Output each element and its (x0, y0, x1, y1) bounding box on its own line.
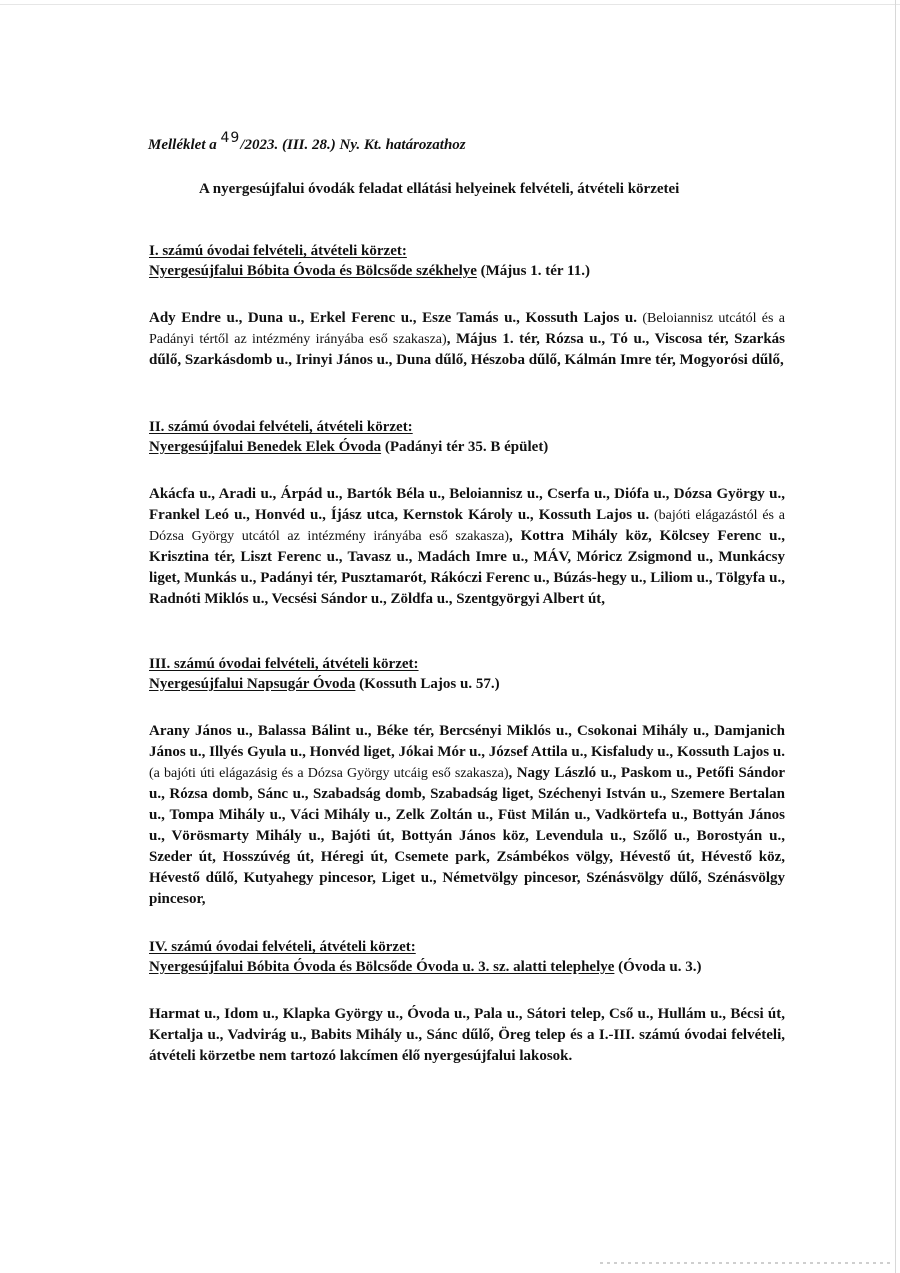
street-list (149, 1004, 785, 1067)
annex-prefix: Melléklet a (148, 137, 221, 153)
handwritten-resolution-number: 49 (220, 130, 241, 146)
institution-name: Nyergesújfalui Benedek Elek Óvoda (149, 439, 382, 455)
street-list (149, 308, 785, 371)
document-title: A nyergesújfalui óvodák feladat ellátási helyeinek felvételi, átvételi körzetei (199, 181, 680, 197)
section-heading-block (149, 417, 785, 457)
section-heading-block (149, 937, 785, 977)
street-list-part-b: , Kottra Mihály köz, Kölcsey Ferenc u., Krisztina tér, Liszt Ferenc u., Tavasz u., Madách Imre u., MÁV, Móricz Zsigmond u., Munkácsy liget, Munkás u., Padányi tér, Pusztamarót, Rákóczi Ferenc u., Búzás-hegy u., Liliom u., Tölgyfa u., Radnóti Miklós u., Vecsési Sándor u., Zöldfa u., Szentgyörgyi Albert út, (149, 528, 785, 607)
section-heading: II. számú óvodai felvételi, átvételi körzet: (149, 419, 413, 435)
scan-noise (600, 1262, 890, 1264)
section-heading: III. számú óvodai felvételi, átvételi körzet: (149, 656, 419, 672)
street-list-part-b: , Nagy László u., Paskom u., Petőfi Sándor u., Rózsa domb, Sánc u., Szabadság domb, Szabadság liget, Széchenyi István u., Szemere Bertalan u., Tompa Mihály u., Váci Mihály u., Zelk Zoltán u., Füst Milán u., Vadkörtefa u., Bottyán János u., Vörösmarty Mihály u., Bajóti út, Bottyán János köz, Levendula u., Szőlő u., Borostyán u., Szeder út, Hosszúvég út, Héregi út, Csemete park, Zsámbékos völgy, Hévestő út, Hévestő köz, Hévestő dűlő, Kutyahegy pincesor, Liget u., Németvölgy pincesor, Szénásvölgy dűlő, Szénásvölgy pincesor, (149, 765, 786, 907)
street-list-note: (a bajóti úti elágazásig és a Dózsa György utcáig eső szakasza) (149, 766, 509, 781)
institution-address: (Padányi tér 35. B épület) (381, 439, 549, 455)
street-list-part-b: , Május 1. tér, Rózsa u., Tó u., Viscosa tér, Szarkás dűlő, Szarkásdomb u., Irinyi János u., Duna dűlő, Hészoba dűlő, Kálmán Imre tér, Mogyorósi dűlő, (149, 331, 785, 368)
street-list-part-a: Ady Endre u., Duna u., Erkel Ferenc u., Esze Tamás u., Kossuth Lajos u. (149, 310, 638, 326)
annex-reference (148, 130, 466, 154)
street-list-part-a: Arany János u., Balassa Bálint u., Béke tér, Bercsényi Miklós u., Csokonai Mihály u., Damjanich János u., Illyés Gyula u., Honvéd liget, Jókai Mór u., József Attila u., Kisfaludy u., Kossuth Lajos u. (149, 723, 785, 760)
scan-edge-top (0, 4, 900, 5)
street-list (149, 484, 785, 610)
institution-name: Nyergesújfalui Napsugár Óvoda (149, 676, 356, 692)
institution-name: Nyergesújfalui Bóbita Óvoda és Bölcsőde székhelye (149, 263, 477, 279)
street-list-note: (bajóti elágazástól és a Dózsa György utcától az intézmény irányába eső szakasza) (149, 508, 785, 544)
district-section-3 (149, 654, 785, 910)
district-section-2 (149, 417, 785, 610)
section-heading: I. számú óvodai felvételi, átvételi körzet: (149, 243, 407, 259)
institution-name: Nyergesújfalui Bóbita Óvoda és Bölcsőde Óvoda u. 3. sz. alatti telephelye (149, 959, 615, 975)
street-list-part-a: Harmat u., Idom u., Klapka György u., Óvoda u., Pala u., Sátori telep, Cső u., Hullám u., Bécsi út, Kertalja u., Vadvirág u., Babits Mihály u., Sánc dűlő, Öreg telep és a I.-III. számú óvodai felvételi, átvételi körzetbe nem tartozó lakcímen élő nyergesújfalui lakosok. (149, 1006, 785, 1064)
section-heading: IV. számú óvodai felvételi, átvételi körzet: (149, 939, 416, 955)
institution-address: (Óvoda u. 3.) (614, 959, 702, 975)
section-heading-block (149, 654, 785, 694)
annex-suffix: /2023. (III. 28.) Ny. Kt. határozathoz (240, 137, 466, 153)
street-list (149, 721, 785, 910)
scan-edge-right (895, 0, 896, 1273)
street-list-part-a: Akácfa u., Aradi u., Árpád u., Bartók Béla u., Beloiannisz u., Cserfa u., Diófa u., Dózsa György u., Frankel Leó u., Honvéd u., Íjász utca, Kernstok Károly u., Kossuth Lajos u. (149, 486, 785, 523)
district-section-1 (149, 241, 785, 371)
district-section-4 (149, 937, 785, 1067)
institution-address: (Május 1. tér 11.) (476, 263, 590, 279)
section-heading-block (149, 241, 785, 281)
street-list-note: (Beloiannisz utcától és a Padányi tértől az intézmény irányába eső szakasza) (149, 311, 785, 347)
institution-address: (Kossuth Lajos u. 57.) (355, 676, 500, 692)
